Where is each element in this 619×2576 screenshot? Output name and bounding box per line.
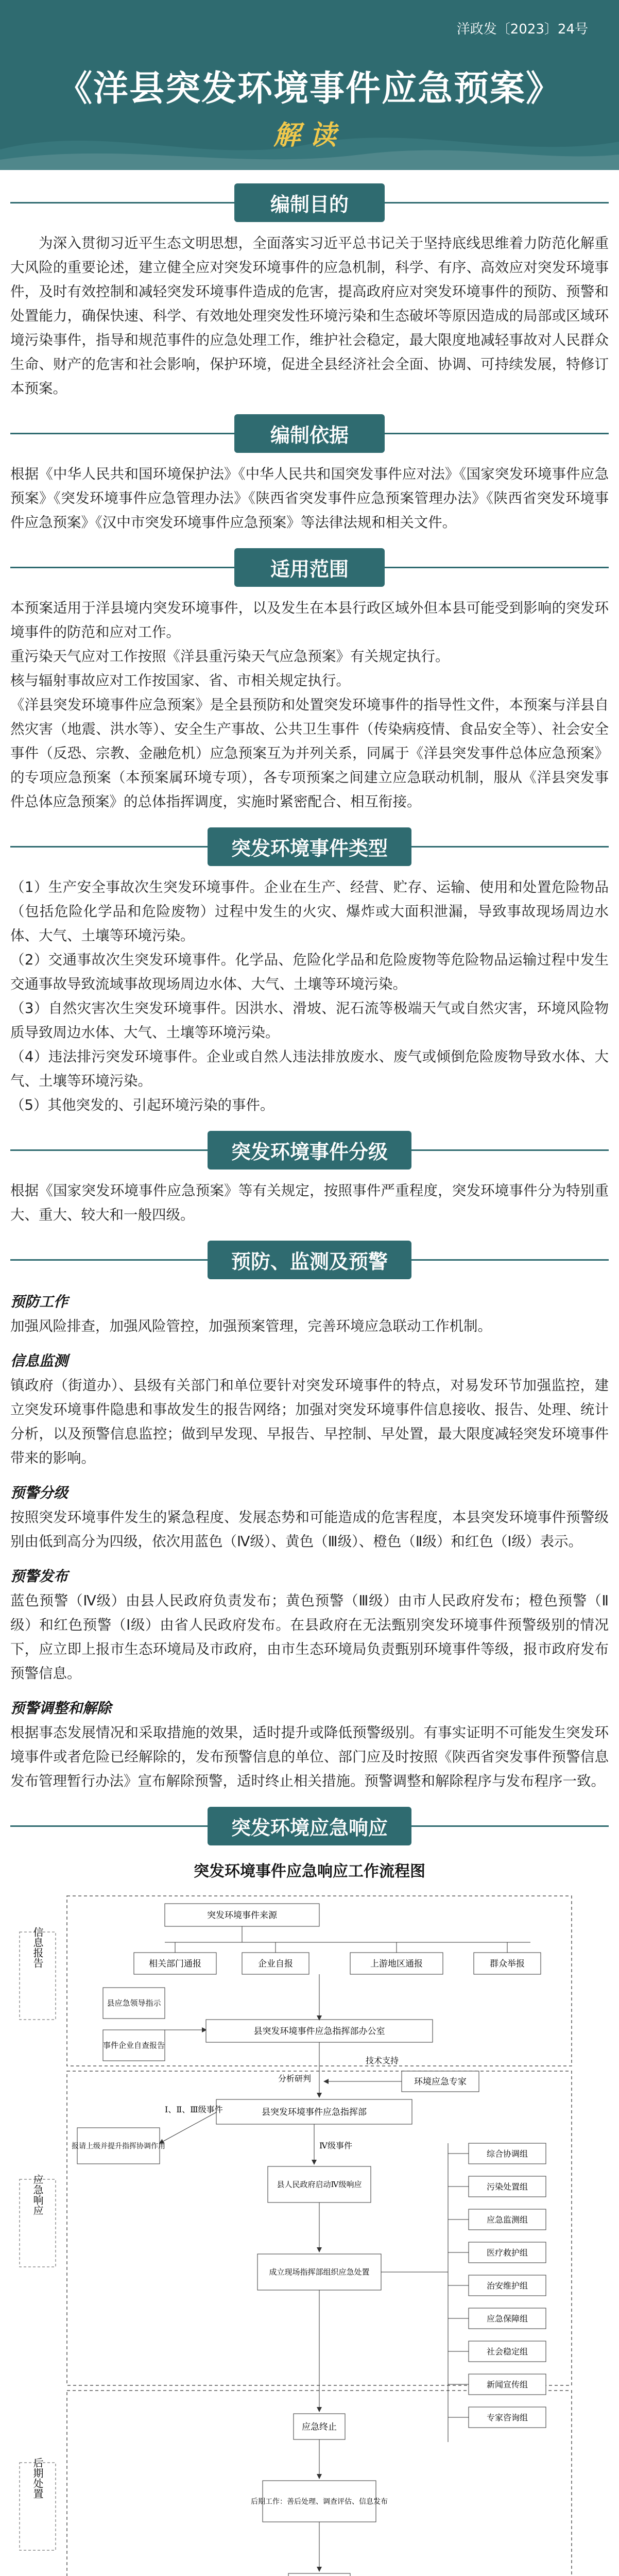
- paragraph: 《洋县突发环境事件应急预案》是全县预防和处置突发环境事件的指导性文件，本预案与洋县自然灾害（地震、洪水等）、安全生产事故、公共卫生事件（传染病疫情、食品安全等）、社会安全事件（反恐、宗教、金融危机）应急预案互为并列关系，同属于《洋县突发事件总体应急预案》的专项应急预案（本预案属环境专项），各专项预案之间建立应急联动机制，服从《洋县突发事件总体应急预案》的总体指挥调度，实施时紧密配合、相互衔接。: [10, 697, 609, 810]
- header-banner: [0, 0, 619, 170]
- phase-label: 信息报告: [31, 1927, 44, 1968]
- section-title: 适用范围: [234, 548, 385, 587]
- flow-node-text: 县突发环境事件应急指挥部办公室: [253, 2026, 385, 2037]
- paragraph: 按照突发环境事件发生的紧急程度、发展态势和可能造成的危害程度，本县突发环境事件预警级别由低到高分为四级，依次用蓝色（Ⅳ级）、黄色（Ⅲ级）、橙色（Ⅱ级）和红色（Ⅰ级）表示。: [10, 1509, 609, 1550]
- section-title: 编制依据: [234, 414, 385, 453]
- divider: [385, 202, 609, 204]
- divider: [411, 846, 609, 848]
- section-title: 编制目的: [234, 183, 385, 222]
- flow-node-text: 事件企业自查报告: [102, 2041, 165, 2050]
- flow-node-summary: [288, 2573, 350, 2576]
- phase-label: 后期处置: [31, 2458, 44, 2499]
- section-title: 突发环境事件分级: [208, 1131, 411, 1170]
- section-title: 预防、监测及预警: [208, 1241, 411, 1279]
- source-nodes: [134, 1942, 541, 1974]
- divider: [10, 846, 208, 848]
- paragraph: 加强风险排查，加强风险管控，加强预案管理，完善环境应急联动工作机制。: [10, 1318, 492, 1334]
- flow-label: 分析研判: [278, 2074, 312, 2083]
- response-groups: [448, 2143, 546, 2428]
- list-item: （3）自然灾害次生突发环境事件。因洪水、滑坡、泥石流等极端天气或自然灾害，环境风险物质导致周边水体、大气、土壤等环境污染。: [10, 1000, 609, 1041]
- list-item: （5）其他突发的、引起环境污染的事件。: [10, 1097, 274, 1113]
- section-title: 突发环境事件类型: [208, 827, 411, 866]
- paragraph: 镇政府（街道办）、县级有关部门和单位要针对突发环境事件的特点，对易发环节加强监控，建立突发环境事件隐患和事故发生的报告网络；加强对突发环境事件信息接收、报告、处理、统计分析，以及预警信息监控；做到早发现、早报告、早控制、早处置，最大限度减轻突发环境事件带来的影响。: [10, 1377, 609, 1466]
- group-label: 应急监测组: [486, 2215, 528, 2225]
- flow-node-text: 县人民政府启动Ⅳ级响应: [277, 2180, 362, 2189]
- section-heading-types: [10, 827, 609, 866]
- subsection-title: 信息监测: [10, 1352, 68, 1369]
- section-title: 突发环境应急响应: [208, 1807, 411, 1845]
- group-label: 新闻宣传组: [486, 2380, 528, 2389]
- flow-node-text: 上游地区通报: [370, 1959, 423, 1969]
- section-heading-purpose: [10, 183, 609, 222]
- flow-node-text: 环境应急专家: [414, 2077, 467, 2087]
- flow-label: 技术支持: [366, 2056, 399, 2065]
- section-heading-scope: [10, 548, 609, 587]
- flow-node-text: 成立现场指挥部组织应急处置: [269, 2267, 370, 2277]
- paragraph: 根据《中华人民共和国环境保护法》《中华人民共和国突发事件应对法》《国家突发环境事件应急预案》《突发环境事件应急管理办法》《陕西省突发事件应急预案管理办法》《陕西省突发环境事件应急预案》《汉中市突发环境事件应急预案》等法律法规和相关文件。: [10, 466, 609, 531]
- subsection-title: 预防工作: [10, 1293, 68, 1310]
- divider: [10, 433, 234, 434]
- paragraph: 为深入贯彻习近平生态文明思想，全面落实习近平总书记关于坚持底线思维着力防范化解重大风险的重要论述，建立健全应对突发环境事件的应急机制，科学、有序、高效应对突发环境事件，及时有效控制和减轻突发环境事件造成的危害，提高政府应对突发环境事件的预防、预警和处置能力，确保快速、科学、有效地处理突发性环境污染和生态破坏等原因造成的局部或区域环境污染事件，指导和规范事件的应急处理工作，维护社会稳定，最大限度地减轻事故对人民群众生命、财产的危害和社会影响，保护环境，促进全县经济社会全面、协调、可持续发展，特修订本预案。: [10, 235, 609, 397]
- page-subtitle: 解读: [273, 120, 346, 151]
- paragraph: 蓝色预警（Ⅳ级）由县人民政府负责发布；黄色预警（Ⅲ级）由市人民政府发布；橙色预警（Ⅱ级）和红色预警（Ⅰ级）由省人民政府发布。在县政府在无法甄别突发环境事件预警级别的情况下，应立即上报市生态环境局及市政府，由市生态环境局负责甄别环境事件等级，报市政府发布预警信息。: [10, 1592, 609, 1682]
- flowchart-title: 突发环境事件应急响应工作流程图: [194, 1862, 425, 1880]
- subsection-title: 预警发布: [10, 1568, 68, 1585]
- group-label: 社会稳定组: [486, 2347, 528, 2357]
- flow-label: Ⅳ级事件: [319, 2141, 352, 2150]
- divider: [10, 202, 234, 204]
- group-label: 污染处置组: [486, 2182, 528, 2192]
- divider: [411, 1259, 609, 1261]
- list-item: （4）违法排污突发环境事件。企业或自然人违法排放废水、废气或倾倒危险废物导致水体、大气、土壤等环境污染。: [10, 1048, 609, 1089]
- flow-node-text: 群众举报: [490, 1959, 525, 1969]
- flow-node-text: 后期工作：善后处理、调查评估、信息发布: [251, 2498, 388, 2506]
- flow-node-text: 县应急领导指示: [107, 1998, 161, 2008]
- section-heading-basis: [10, 414, 609, 453]
- group-label: 专家咨询组: [486, 2413, 528, 2422]
- phase-label: 应急响应: [31, 2174, 44, 2215]
- flow-node-text: 相关部门通报: [149, 1959, 201, 1969]
- section-heading-prevention: [10, 1241, 609, 1279]
- divider: [10, 567, 234, 568]
- list-item: （1）生产安全事故次生突发环境事件。企业在生产、经营、贮存、运输、使用和处置危险物品（包括危险化学品和危险废物）过程中发生的火灾、爆炸或大面积泄漏，导致事故现场周边水体、大气、土壤等环境污染。: [10, 879, 609, 944]
- group-label: 医疗救护组: [486, 2248, 528, 2258]
- group-label: 综合协调组: [486, 2149, 528, 2159]
- divider: [411, 1825, 609, 1827]
- divider: [10, 1149, 208, 1151]
- paragraph: 根据事态发展情况和采取措施的效果，适时提升或降低预警级别。有事实证明不可能发生突发环境事件或者危险已经解除的，发布预警信息的单位、部门应及时按照《陕西省突发事件预警信息发布管理暂行办法》宣布解除预警，适时终止相关措施。预警调整和解除程序与发布程序一致。: [10, 1724, 609, 1789]
- group-label: 应急保障组: [486, 2314, 528, 2324]
- divider: [10, 1259, 208, 1261]
- subsection-title: 预警分级: [10, 1484, 68, 1501]
- document-number: 洋政发〔2023〕24号: [456, 22, 588, 37]
- flow-node-text: 应急终止: [302, 2422, 337, 2432]
- flow-node-text: 县突发环境事件应急指挥部: [262, 2107, 367, 2117]
- flow-node-text: 企业自报: [258, 1959, 293, 1969]
- paragraph: 根据《国家突发环境事件应急预案》等有关规定，按照事件严重程度，突发环境事件分为特别重大、重大、较大和一般四级。: [10, 1182, 609, 1223]
- document-body: [0, 183, 619, 2576]
- subsection-title: 预警调整和解除: [10, 1700, 112, 1717]
- page-title: 《洋县突发环境事件应急预案》: [57, 68, 562, 109]
- divider: [385, 433, 609, 434]
- paragraph: 核与辐射事故应对工作按国家、省、市相关规定执行。: [10, 672, 350, 689]
- group-label: 治安维护组: [486, 2281, 528, 2291]
- response-flowchart: [10, 1855, 609, 2576]
- list-item: （2）交通事故次生突发环境事件。化学品、危险化学品和危险废物等危险物品运输过程中发生交通事故导致流域事故现场周边水体、大气、土壤等环境污染。: [10, 952, 609, 992]
- flow-node-text: 突发环境事件来源: [207, 1910, 277, 1921]
- divider: [10, 1825, 208, 1827]
- divider: [411, 1149, 609, 1151]
- paragraph: 本预案适用于洋县境内突发环境事件，以及发生在本县行政区域外但本县可能受到影响的突发环境事件的防范和应对工作。: [10, 600, 609, 640]
- section-heading-response: [10, 1807, 609, 1845]
- paragraph: 重污染天气应对工作按照《洋县重污染天气应急预案》有关规定执行。: [10, 648, 450, 665]
- flow-label: Ⅰ、Ⅱ、Ⅲ级事件: [165, 2105, 223, 2114]
- flow-node-text: 报请上级并提升指挥协调作用: [72, 2142, 165, 2150]
- section-heading-grading: [10, 1131, 609, 1170]
- divider: [385, 567, 609, 568]
